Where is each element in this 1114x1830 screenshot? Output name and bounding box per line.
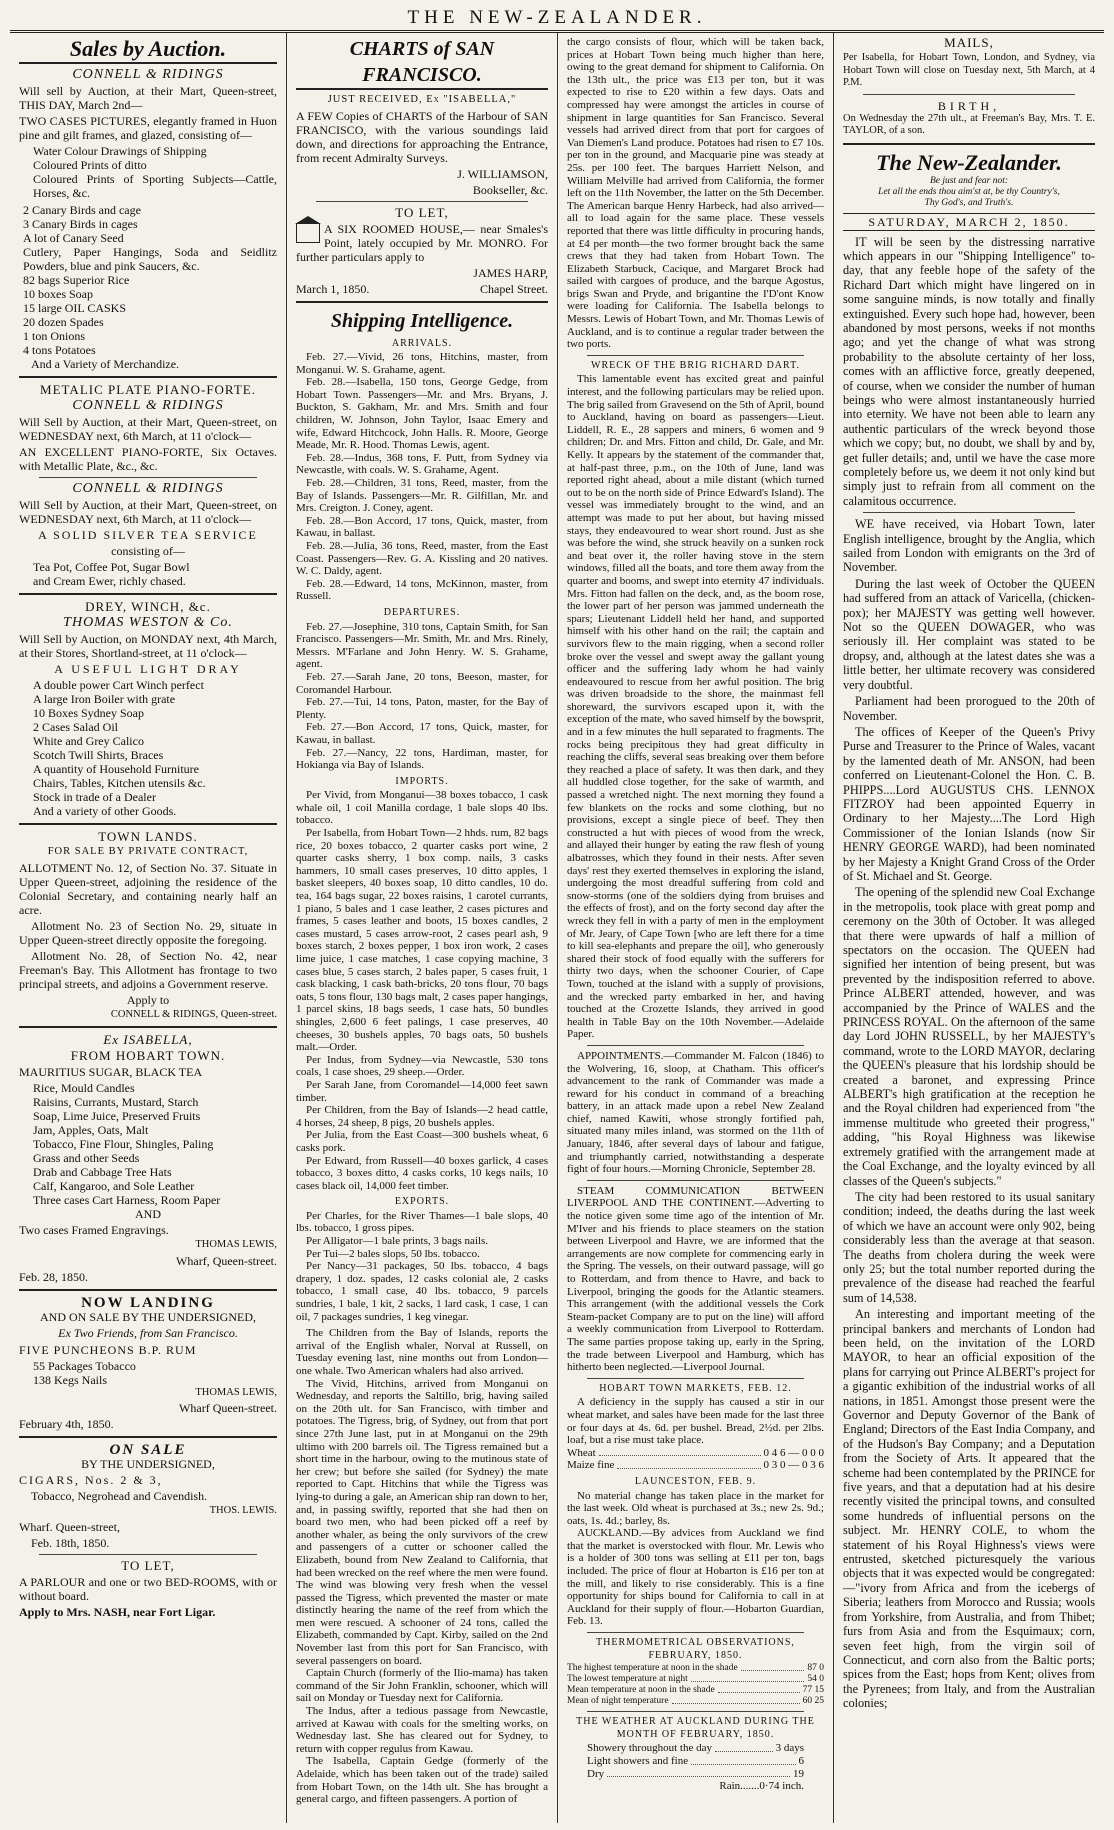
ad-title: METALIC PLATE PIANO-FORTE. [40,382,256,397]
list-item: 1 ton Onions [23,329,86,343]
ad-body: A SOLID SILVER TEA SERVICE [38,528,258,542]
list-item: Water Colour Drawings of Shipping [33,144,207,158]
news-paragraph: The Indus, after a tedious passage from Newcastle, arrived at Kawau with coals for the smelting works, on Wednesday last. She has cleared out for Sydney, to return with copper regulus from Kawau. [296,1705,548,1755]
export-item: Per Tui—2 bales slops, 50 lbs. tobacco. [306,1247,480,1260]
ad-apply: Apply to Mrs. NASH, near Fort Ligar. [19,1604,216,1619]
departure-item: Feb. 27.—Tui, 14 tons, Paton, master, for the Bay of Plenty. [296,696,548,721]
list-item: 2 Cases Salad Oil [33,720,118,734]
appointments-paragraph: APPOINTMENTS.—Commander M. Falcon (1846) to the Wolvering, 16, sloop, at Chatham. This officer's advancement to the rank of Commander was made a reward for his conduct in command of a breaching battery, in an attack made upon a rebel New Zealand chief, named Kawiti, whose strongly fortified pah, situated many miles inland, was stormed on the 11th of January, 1846, after several days of labour and fatigue, and triumphantly carried, notwithstanding a desperate fight of four hours.—Morning Chronicle, September 28. [567,1049,824,1176]
list-item: Chairs, Tables, Kitchen utensils &c. [33,776,206,790]
list-item: 138 Kegs Nails [33,1372,107,1387]
import-item: Per Vivid, from Monganui—38 boxes tobacco, 1 cask whale oil, 1 coil Manilla cordage, 1 bale slops 40 lbs. tobacco. [296,789,548,827]
ad-body: Two cases Framed Engravings. [19,1223,169,1237]
list-item: A quantity of Household Furniture [33,762,199,776]
list-item: Drab and Cabbage Tree Hats [33,1165,172,1179]
market-values: 0 4 6 — 0 0 0 [763,1446,824,1459]
goods-list [19,203,277,371]
divider [587,1378,804,1379]
export-item: Per Nancy—31 packages, 50 lbs. tobacco, 4 bags drapery, 1 doz. spades, 12 casks colonial ale, 2 casks tobacco, 1 small case, 40 lbs. tobacco, 9 parcels sundries, 1 bale, 1 kit, 2 sacks, 1 lard cask, 1 case, 1 can oil, 7 packages sundries, 1 keg vinegar. [296,1260,548,1323]
paper-title: The New-Zealander. [876,149,1062,175]
thermo-row [567,1685,824,1696]
ad-title: Ex ISABELLA, [103,1032,193,1047]
shipping-intelligence [296,338,548,1806]
ad-signature: Wharf Queen-street. [179,1401,277,1415]
list-item: A lot of Canary Seed [23,231,124,245]
ad-signature: THOS. LEWIS. [209,1505,277,1516]
divider [19,593,277,595]
editorial [843,235,1095,1711]
divider [19,1026,277,1028]
exports-title: EXPORTS. [394,1196,450,1208]
divider [39,1554,257,1555]
ad-date: March 1, 1850. [296,281,370,296]
market-values: 0 3 0 — 0 3 6 [763,1459,824,1472]
weather-value: 19 [793,1767,804,1780]
dot-leader [599,1447,761,1457]
arrival-item: Feb. 28.—Edward, 14 tons, McKinnon, master, from Russell. [296,577,548,603]
editorial-paragraph: The city had been restored to its usual sanitary condition; indeed, the deaths during the last week of which we have an account were only 902, being considerably less than the average at that season. The deaths from cholera during the week were only 25; but the total number reported during the prevalence of the disease had reached the fearful sum of 14,538. [843,1189,1095,1305]
ad-title: TO LET, [121,1557,175,1573]
ad-from: Ex Two Friends, from San Francisco. [58,1325,238,1340]
thermo-value: 54 0 [807,1674,824,1685]
market-item: Wheat [567,1446,596,1459]
wreck-paragraph: This lamentable event has excited great and painful interest, and the following particulars may be relied upon. The brig sailed from Gravesend on the 5th of April, bound to Auckland, having on board as passengers—Lieut. Liddell, R. E., 28 sappers and miners, 6 women and 9 children; Dr. and Mrs. Fitton and child, Dr. Gale, and Mr. Kelly. It appears by the statement of the commander that, at half-past three, p.m., on the 10th of June, land was reported right ahead, about a mile distant (which turned out to be on the north side of Prince Edward's Island). The vessel was immediately brought to the wind, and an attempt was made to put her about, but having missed stays, they endeavoured to wear short round. Just as she was before the wind, she struck heavily on a sunken rock and beat over it, the roller having stove in the stern windows, filled all the boats, and tore them away from the quarter and booms, and swept into eternity 47 individuals. Mrs. Fitton had fallen on the deck, and, as the boom rose, the lower part of her person was jammed underneath the spars; Lieutenant Liddell held her hand, and supported himself with his other hand on the rail; the captain and survivors flew to the main rigging, when a second roller broke over the vessel and swept away the gallant young officer and the suffering lady whom he had vainly endeavoured to rescue from her awful position. The brig was driven broadside to the shore, the mainmast fell shoreward, the survivors escaped upon it, with the exception of the mate, who saved himself by the bowsprit, and in a few minutes the hull separated to fragments. The rocks being precipitous they had great difficulty in reaching the cliffs, several seas breaking over them before they reached a place of safety. It was then dark, and they all huddled close together, for the sake of warmth, and passed a wretched night. The next morning they found a few blankets on the rocks and some clothing, but no provisions, except a single piece of beef. They then constructed a hut with pieces of wood from the wreck, and allayed their hunger by eating the raw flesh of young albatrosses, which they found in their nests. After seven days' rest they exerted themselves in exploring the island, undergoing the most dreadful suffering from cold and snow-storms (one of the soldiers dying from bruises and the effects of frost), and on the forty second day after the wreck they fell in with a party of men in the employment of Mr. Jeary, of Cape Town [who are left there for a time to kill sea-elephants and prepare the oil], who generously shared their stock of food equally with the sufferers for thirty two days, when the schooner Courier, of Cape Town, touched at the island with a supply of provisions, and the wrecked party embarked in her, and having touched at the Crozette Islands, they arrived in good health in Table Bay on the 10th November.—Adelaide Paper. [567,373,824,1041]
list-item: Coloured Prints of Sporting Subjects—Cattle, Horses, &c. [33,172,277,200]
charts-body: A FEW Copies of CHARTS of the Harbour of SAN FRANCISCO, with the various soundings laid down, and directions for approaching the Entrance, from recent Admiralty Surveys. [296,108,548,165]
list-item: Rice, Mould Candles [33,1081,135,1095]
ad-title: ON SALE [109,1442,187,1458]
charts-intro: JUST RECEIVED, Ex "ISABELLA," [327,94,517,105]
tea-items [19,560,277,588]
list-item: 10 Boxes Sydney Soap [33,706,144,720]
import-item: Per Edward, from Russell—40 boxes garlick, 4 cases tobacco, 3 boxes ditto, 4 casks corks, 10 kegs nails, 10 cases black oil, 14,000 feet timber. [296,1154,548,1192]
divider [587,1180,804,1181]
ad-signature: CONNELL & RIDINGS, Queen-street. [110,1008,277,1020]
arrival-item: Feb. 27.—Vivid, 26 tons, Hitchins, master, from Monganui. W. S. Grahame, agent. [296,351,548,376]
ad-intro: Will sell by Auction, at their Mart, Queen-street, THIS DAY, March 2nd— [19,84,277,112]
divider [587,1632,804,1633]
ad-place: Chapel Street. [480,281,548,296]
arrival-item: Feb. 28.—Children, 31 tons, Reed, master, from the Bay of Islands. Passengers—Mr. R. Gilfillan, Mr. and Mrs. Creigton. J. Coney, agent. [296,477,548,515]
ad-pictures [19,68,277,371]
divider [587,355,804,356]
weather-label: Light showers and fine [587,1755,689,1767]
charts-signature: J. WILLIAMSON, [457,166,548,181]
editorial-paragraph: Parliament had been prorogued to the 20th of November. [843,694,1095,723]
editorial-paragraph: IT will be seen by the distressing narrative which appears in our "Shipping Intelligence" to-day, that any feeble hope of the safety of the Richard Dart which might have lingered on in some sanguine minds, is now totally and finally extinguished. Every such hope had, however, been abandoned by most persons, weeks if not months ago; and yet the change of what was strong probability to the absolute certainty of her loss, comes with an afflictive force, greatly deepened, of course, when we consider the number of human beings who were almost instantaneously hurried into eternity. We have not been able to learn any authentic particulars of the wreck beyond those which we copy; but, no doubt, we shall by and by, get fuller details; and, until we have the case more completely before us, we deem it not only kind but simply just to refrain from all comment on the calamitous occurrence. [843,234,1095,508]
ad-town-lands [19,830,277,1021]
list-item: A double power Cart Winch perfect [33,678,204,692]
ad-body: Tobacco, Negrohead and Cavendish. [31,1489,208,1503]
column-2 [286,33,557,1823]
divider [316,201,528,202]
dot-leader [617,1459,760,1469]
auction-header: Sales by Auction. [19,36,277,64]
ad-place: Wharf. Queen-street, [19,1519,120,1534]
thermo-label: The lowest temperature at night [567,1674,688,1685]
list-item: 20 dozen Spades [23,315,104,329]
editorial-paragraph: WE have received, via Hobart Town, later English intelligence, brought by the Anglia, which sailed from London with emigrants on the 3rd of November. [843,517,1095,575]
divider [296,301,548,303]
ad-tea-service [19,482,277,588]
ad-lead: TWO CASES PICTURES, elegantly framed in Huon pine and gilt frames, and glazed, consisting of— [19,114,277,142]
motto-line: Thy God's, and Truth's. [924,197,1014,208]
ad-firm: CONNELL & RIDINGS [72,67,224,82]
departures-title: DEPARTURES. [383,606,461,618]
weather-label: Showery throughout the day [587,1742,712,1755]
thermo-label: Mean of night temperature [567,1696,669,1707]
birth-title: BIRTH, [937,98,1001,113]
dot-leader [741,1663,805,1671]
markets-title: HOBART TOWN MARKETS, FEB. 12. [599,1382,792,1394]
export-item: Per Charles, for the River Thames—1 bale slops, 40 lbs. tobacco, 1 gross pipes. [296,1209,548,1235]
arrival-item: Feb. 28.—Isabella, 150 tons, George Gedge, from Hobart Town. Passengers—Mr. and Mrs. Bryans, J. Buckton, S. Gakham, Mr. and Mrs. Smith and four children, W. Johnson, John Taylor, Isaac Emery and wife, Edward Hitchcock, John Halls. R. Moore, George Meade, Mr. R. Hood. Thomas Lewis, agent. [296,376,548,452]
thermo-row [567,1663,824,1674]
ad-subtitle: FOR SALE BY PRIVATE CONTRACT, [47,846,249,857]
ad-body: CIGARS, Nos. 2 & 3, [19,1473,163,1487]
ad-body: MAURITIUS SUGAR, BLACK TEA [19,1065,203,1079]
list-item: Soap, Lime Juice, Preserved Fruits [33,1109,201,1123]
wreck-title: WRECK OF THE BRIG RICHARD DART. [591,359,800,371]
ad-title: TOWN LANDS. [98,829,198,844]
list-item: White and Grey Calico [33,734,144,748]
departure-item: Feb. 27.—Josephine, 310 tons, Captain Smith, for San Francisco. Passengers—Mr. Smith, Mr. and Mrs. Rinely, Messrs. M'Farlane and John Henry. W. S. Grahame, agent. [296,620,548,671]
ad-and: AND [135,1207,161,1221]
ad-intro: Will Sell by Auction, at their Mart, Queen-street, on WEDNESDAY next, 6th March, at 11 o'clock— [19,498,277,526]
divider [863,512,1075,513]
column-3 [557,33,833,1823]
ad-footer [296,282,548,296]
list-item: 4 tons Potatoes [23,343,96,357]
list-item: 2 Canary Birds and cage [23,203,141,217]
thermo-value: 87 0 [807,1663,824,1674]
weather-value: 3 days [775,1742,804,1755]
weather-row [587,1768,804,1781]
ad-body: A SIX ROOMED HOUSE,— near Smales's Point, lately occupied by Mr. MONRO. For further particulars apply to [296,221,548,264]
ad-title: TO LET, [395,204,449,220]
ad-house-to-let [296,206,548,296]
market-item: Maize fine [567,1459,615,1472]
ad-signature: JAMES HARP, [473,265,548,280]
list-item: Raisins, Currants, Mustard, Starch [33,1095,199,1109]
departure-item: Feb. 27.—Bon Accord, 17 tons, Quick, master, for Kawau, in ballast. [296,721,548,746]
import-item: Per Isabella, from Hobart Town—2 hhds. rum, 82 bags rice, 20 boxes tobacco, 2 quarter casks port wine, 2 quarter casks sherry, 1 box comp. nails, 3 casks hammers, 10 small cases preserves, 10 ditto apples, 1 basket sleepers, 40 boxes soap, 10 ditto candles, 10 do. tea, 164 bags sugar, 22 boxes raisins, 1 carotel currants, 1 piano, 5 bales and 1 case leather, 2 cases pictures and frames, 5 cases leather and boots, 15 boxes candles, 2 cases mustard, 5 cases arrow-root, 2 cases pearl ash, 9 boxes starch, 2 boxes pepper, 1 box iron work, 2 cases lime juice, 1 case matches, 1 case copying machine, 3 cases blue, 5 cases starch, 2 bales paper, 5 cases fruit, 1 cask blacking, 1 cask bath-bricks, 20 tons flour, 70 bags oats, 5 tons flour, 130 bags malt, 2 cases paper hangings, 1 parcel skins, 18 bags seeds, 1 case hats, 50 bundles shingles, 2,600 6 feet palings, 1 case preserves, 40 cheeses, 30 bushels apples, 70 bags oats, 50 bushels malt.—Order. [296,827,548,1054]
thermo-label: Mean temperature at noon in the shade [567,1685,715,1696]
news-paragraph: The Vivid, Hitchins, arrived from Monganui on Wednesday, and reports the Saltillo, brig, having sailed on the 20th ult. for San Francisco, with timber and potatoes. The Tigress, brig, of Sydney, out from that port since 27th June last, put in at Monganui on the 29th ultimo with 200 barrels oil. The Tigress remained but a short time in the harbour, owing to the mutinous state of her crew; but before she sailed (for Sydney) the mate reported to Capt. Hitchins that while the Tigress was lying-to during a gale, an American ship ran down to her, and, in passing swiftly, reported that she had then on board two men, who had been picked off a reef by another whaler, as being the only survivors of the crew and passengers of a cutter or schooner called the Elizabeth, bound from New Zealand to California, that had been wrecked on the reef where the men were found. The wind was blowing very fresh when the vessel passed the Tigress, which prevented the master or mate distinctly hearing the name of the reef from which the men were rescued. A schooner of 24 tons, called the Elizabeth, commanded by Capt. Kirby, sailed on the 2nd November last from this port for San Francisco, with several passengers on board. [296,1377,548,1667]
dot-leader [715,1742,773,1752]
ad-parlour [19,1559,277,1619]
ad-signature: Wharf, Queen-street. [176,1253,277,1268]
weather-label: Dry [587,1767,605,1780]
column-3-text [567,36,824,1793]
weather-row [587,1755,804,1768]
list-item: Calf, Kangaroo, and Sole Leather [33,1179,195,1193]
weather-row [587,1742,804,1755]
divider [39,477,257,478]
ad-body: Allotment No. 28, of Section No. 42, near Freeman's Bay. This Allotment has frontage to two principal streets, and adjoins a Government reserve. [19,948,277,991]
list-item: Grass and other Seeds [33,1151,140,1165]
thermo-label: The highest temperature at noon in the shade [567,1663,738,1674]
ad-intro: Will Sell by Auction, on MONDAY next, 4th March, at their Stores, Shortland-street, at 11 o'clock— [19,632,277,660]
ad-apply: Apply to [126,992,170,1007]
list-item: 15 large OIL CASKS [23,301,126,315]
dray-items [19,678,277,818]
ad-body: FIVE PUNCHEONS B.P. RUM [19,1342,197,1357]
arrival-item: Feb. 28.—Julia, 36 tons, Reed, master, from the East Coast. Passengers—Rev. G. A. Kissling and 20 natives. W. C. Daldy, agent. [296,540,548,578]
landing-items [19,1359,277,1387]
divider [587,1045,804,1046]
editorial-paragraph: The offices of Keeper of the Queen's Privy Purse and Treasurer to the Prince of Wales, vacant by the lamented death of Mr. ANSON, had been conferred on Lieutenant-Colonel the Hon. C. B. PHIPPS....Lord AUGUSTUS CHS. LENNOX FITZROY had been appointed Equerry in Ordinary to her Majesty....The Lord High Commissioner of the Ionian Islands (now Sir HENRY GEORGE WARD), had been nominated by her Majesty a Knight Grand Cross of the Order of St. Michael and St. George. [843,724,1095,883]
divider [19,823,277,825]
isabella-items [19,1081,277,1207]
ad-subtitle: FROM HOBART TOWN. [70,1048,226,1063]
dot-leader [607,1768,790,1778]
export-item: Per Alligator—1 bale prints, 3 bags nails. [306,1235,489,1248]
market-row [567,1447,824,1460]
list-item: Jam, Apples, Oats, Malt [33,1123,149,1137]
import-item: Per Indus, from Sydney—via Newcastle, 530 tons coals, 1 case shoes, 29 sheep.—Order. [296,1053,548,1079]
ad-body: ALLOTMENT No. 12, of Section No. 37. Situate in Upper Queen-street, adjoining the residence of the Colonial Secretary, and containing nearly half an acre. [19,860,277,917]
import-item: Per Children, from the Bay of Islands—2 head cattle, 4 horses, 24 sheep, 8 pigs, 20 bushels apples. [296,1104,548,1129]
divider [19,1436,277,1438]
ad-date: Feb. 18th, 1850. [31,1535,110,1550]
list-item: Stock in trade of a Dealer [33,790,156,804]
arrivals-title: ARRIVALS. [391,337,453,349]
ad-body: AN EXCELLENT PIANO-FORTE, Six Octaves. with Metallic Plate, &c., &c. [19,445,277,473]
ad-isabella [19,1033,277,1284]
weather-title: THE WEATHER AT AUCKLAND DURING THE MONTH OF FEBRUARY, 1850. [576,1716,815,1740]
shipping-header: Shipping Intelligence. [330,309,514,332]
steam-paragraph: STEAM COMMUNICATION BETWEEN LIVERPOOL AND THE CONTINENT.—Adverting to the notice given some time ago of the intention of Mr. M'Iver and his friends to place steamers on the station between Liverpool and Havre, we are informed that the arrangements are now complete for commencing early in the Spring. The vessels, on their outward passage, will go to Rotterdam, and from thence to Havre, and back to Liverpool, bringing the goods for the Atlantic steamers. This arrangement (with the additional vessels the Cork Steam-packet Company are to put on the line) will afford a weekly communication from Liverpool to Rotterdam. The same parties propose taking up, early in the Spring, the trade between Liverpool and Hamburg, which has hitherto been neglected.—Liverpool Journal. [567,1184,824,1374]
weather-value: 6 [798,1755,804,1767]
import-item: Per Sarah Jane, from Coromandel—14,000 feet sawn timber. [296,1078,548,1104]
list-item: And a variety of other Goods. [33,804,177,818]
masthead: THE NEW-ZEALANDER. [10,6,1104,33]
divider [19,376,277,378]
editorial-paragraph: During the last week of October the QUEEN had suffered from an attack of Varicella, (chicken-pox); her MAJESTY was getting well however. Not so the QUEEN DOWAGER, who was seriously ill. Her complaint was stated to be dropsy, and, although at the latest dates she was a little better, her ultimate recovery was considered very doubtful. [843,576,1095,692]
birth-notice: On Wednesday the 27th ult., at Freeman's Bay, Mrs. T. E. TAYLOR, of a son. [843,112,1095,136]
list-item: Coloured Prints of ditto [33,158,147,172]
auckland-paragraph: AUCKLAND.—By advices from Auckland we find that the market is overstocked with flour. Mr. Lewis who is a holder of 300 tons was selling at £11 per ton, bags included. The price of flour at Hobarton is £16 per ton at the mill, and likely to rise considerably. This is a fine opportunity for ships bound for California to call in at Auckland for their supply of flour.—Hobarton Guardian, Feb. 13. [567,1527,824,1628]
list-item: 55 Packages Tobacco [33,1358,136,1373]
ad-body: A USEFUL LIGHT DRAY [54,662,242,676]
launceston-title: LAUNCESTON, FEB. 9. [634,1475,757,1487]
ad-signature: THOMAS LEWIS, [195,1386,277,1398]
list-item: 3 Canary Birds in cages [23,217,138,231]
house-icon [296,223,320,243]
dot-leader [691,1674,805,1682]
dot-leader [718,1685,800,1693]
departure-item: Feb. 27.—Nancy, 22 tons, Hardiman, master, for Hokianga via Bay of Islands. [296,746,548,772]
news-paragraph: Captain Church (formerly of the Ilio-mama) has taken command of the Sir John Franklin, schooner, which will sail on Monday or Tuesday next for California. [296,1667,548,1705]
motto-line: Be just and fear not: [929,175,1009,186]
dot-leader [672,1696,800,1704]
rain-total: Rain.......0·74 inch. [719,1780,804,1793]
divider [587,1711,804,1712]
list-item: Tea Pot, Coffee Pot, Sugar Bowl [33,560,190,574]
list-item: Cutlery, Paper Hangings, Soda and Seidlitz Powders, blue and pink Saucers, &c. [23,245,277,273]
list-item: Tobacco, Fine Flour, Shingles, Paling [33,1137,214,1151]
thermo-row [567,1696,824,1707]
imports-title: IMPORTS. [395,775,449,787]
ad-dray [19,600,277,818]
ad-body: Allotment No. 23 of Section No. 29, situate in Upper Queen-street directly opposite the foregoing. [19,918,277,947]
departure-item: Feb. 27.—Sarah Jane, 20 tons, Beeson, master, for Coromandel Harbour. [296,670,548,696]
thermo-table [567,1663,824,1707]
thermo-value: 77 15 [802,1685,824,1696]
editorial-paragraph: The opening of the splendid new Coal Exchange in the metropolis, took place with great pomp and ceremony on the 30th of October. It was alleged that there were upwards of half a million of spectators on the occasion. The QUEEN had signified her intention of being present, but was prevented by the indisposition referred to above. Prince ALBERT attended, however, and was accompanied by the Prince of WALES and the PRINCESS ROYAL. On the afternoon of the same day Lord JOHN RUSSELL, by her MAJESTY's command, wrote to the LORD MAYOR, declaring the QUEEN's pleasure that his lordship should be created a baronet, and expressing Prince ALBERT's high gratification at the reception he and the Royal children had experienced from "the immense multitude who greeted their progress," adding, "his Royal Highness was likewise extremely gratified with the arrangement made at the Coal Exchange, and the loyalty evinced by all classes of the Queen's subjects." [843,885,1095,1188]
ad-subtitle: BY THE UNDERSIGNED, [81,1457,215,1471]
editorial-paragraph: An interesting and important meeting of the principal bankers and merchants of London had been held, on the invitation of the LORD MAYOR, to hear an official exposition of the plans for carrying out Prince ALBERT's project for a gigantic exhibition of the industrial works of all nations, in 1851. Amongst those present were the Governor and Deputy Governor of the Bank of England; Directors of the East India Company, and of the Hudson's Bay Company; and a Deputation from the Society of Arts. It appeared that the scheme had been contemplated by the PRINCE for five years, and that a deputation had at his desire recently visited the principal towns, and consulted some hundreds of influential persons on the subject. Mr. HENRY COLE, to whom the statement of his Royal Highness's views were entrusted, sketched picturesquely the various objects that it was expected would be congregated:—"ivory from Africa and from the icebergs of Siberia; leathers from Morocco and Russia; wools from Yorkshire, from Australia, and from Thibet; furs from Asia and from the Esquimaux; corn, seven feet high, from the virgin soil of Connecticut, and corn also from the Baltic ports; spices from the East; hops from Kent; olives from the Pyrenees; from Italy, and from the Australian colonies; [843,1307,1095,1711]
import-item: Per Julia, from the East Coast—300 bushels wheat, 6 casks pork. [296,1129,548,1154]
pictures-list [19,144,277,200]
list-item: and Cream Ewer, richly chased. [33,574,186,588]
column-1 [10,33,286,1823]
motto-line: Let all the ends thou aim'st at, be thy Country's, [878,186,1060,197]
thermo-value: 60 25 [802,1696,824,1707]
charts-signature: Bookseller, &c. [472,182,548,197]
list-item: 82 bags Superior Rice [23,273,130,287]
columns [10,33,1104,1823]
ad-title: NOW LANDING [81,1294,215,1311]
ad-firm: CONNELL & RIDINGS [72,481,224,496]
markets-paragraph: A deficiency in the supply has caused a stir in our wheat market, and sales have been made for the last three or four days at 4s. 6d. per bushel. Bread, 2½d. per 2lbs. loaf, but a rise must take place. [567,1396,824,1447]
arrival-item: Feb. 28.—Bon Accord, 17 tons, Quick, master, from Kawau, in ballast. [296,514,548,540]
ad-date: Feb. 28, 1850. [19,1269,88,1284]
ad-firm: CONNELL & RIDINGS [72,398,224,413]
ad-firm: THOMAS WESTON & Co. [63,615,233,630]
ad-date: February 4th, 1850. [19,1417,114,1431]
launceston-paragraph: No material change has taken place in the market for the last week. Old wheat is purchased at 3s.; new 2s. 9d.; oats, 1s. 4d.; barley, 8s. [567,1489,824,1527]
market-row [567,1459,824,1472]
mails-notice: Per Isabella, for Hobart Town, London, and Sydney, via Hobart Town will close on Tuesday next, 5th March, at 4 P.M. [843,52,1095,88]
list-item: A large Iron Boiler with grate [33,692,176,706]
mails-title: MAILS, [944,35,994,50]
ad-signature: THOMAS LEWIS, [195,1239,277,1250]
ad-intro: Will Sell by Auction, at their Mart, Queen-street, on WEDNESDAY next, 6th March, at 11 o'clock— [19,415,277,443]
list-item: Three cases Cart Harness, Room Paper [33,1193,221,1207]
column-4 [833,33,1104,1823]
ad-piano [19,383,277,473]
divider [863,94,1075,95]
cargo-paragraph: the cargo consists of flour, which will be taken back, prices at Hobart Town being much higher than here, owing to the great demand for shipment to California. On the 13th ult., the price was £13 per ton, but it was expected to rise to £20 within a few days. Oats and compressed hay were amongst the articles in course of shipment in large quantities for San Francisco. Several vessels had arrived direct from that port for cargoes of Van Diemen's Land produce. Potatoes had risen to £7 10s. per ton in the ground, and Macquarie pine was steady at 25s. per 100 feet. The barques Harriett Nelson, and William Melville had arrived from California, the former left on the 11th November, the latter on the 5th December. The American barque Henry Harbeck, had also arrived—all to load again for the same place. These vessels reported that there was little difficulty in procuring hands, at £4 per month—the two former brought back the same crews that they had taken from Hobart Town. The Elizabeth Starbuck, Cacique, and Margaret Brock had sailed with cargoes of produce, and the barque Agostus, brigs Swan and Pryde, and brigantine the I'D'ont Know were loading for California. The Isabella belongs to Messrs. Lewis of Hobart Town, and Mr. Thomas Lewis of Auckland, and is to continue a regular trader between the two ports. [567,36,824,351]
charts-title: CHARTS of SAN FRANCISCO. [296,36,548,90]
ad-consisting: consisting of— [111,544,185,558]
ad-subtitle: AND ON SALE BY THE UNDERSIGNED, [40,1309,256,1324]
divider [843,143,1095,145]
ad-cigars [19,1443,277,1550]
thermo-title: THERMOMETRICAL OBSERVATIONS, FEBRUARY, 1850. [596,1637,795,1661]
news-paragraph: The Children from the Bay of Islands, reports the arrival of the English whaler, Norval at Russell, on Tuesday evening last, nine months out from London—one whale. Two American whalers had also arrived. [296,1327,548,1377]
weather-table [567,1742,824,1792]
list-item: 10 boxes Soap [23,287,93,301]
list-item: And a Variety of Merchandize. [31,357,180,371]
news-paragraph: The Isabella, Captain Gedge (formerly of the Adelaide, which has been taken out of the trade) sailed from Hobart Town, on the 14th ult. She has brought a general cargo, and fifteen passengers. A portion of [296,1755,548,1806]
ad-title: DREY, WINCH, &c. [85,599,211,614]
list-item: Scotch Twill Shirts, Braces [33,748,164,762]
thermo-row [567,1674,824,1685]
issue-date: SATURDAY, MARCH 2, 1850. [843,213,1095,231]
arrival-item: Feb. 28.—Indus, 368 tons, F. Putt, from Sydney via Newcastle, with coals. W. S. Grahame, Agent. [296,451,548,477]
ad-body: A PARLOUR and one or two BED-ROOMS, with or without board. [19,1574,277,1603]
ad-now-landing [19,1296,277,1432]
dot-leader [691,1755,795,1765]
divider [19,1289,277,1291]
